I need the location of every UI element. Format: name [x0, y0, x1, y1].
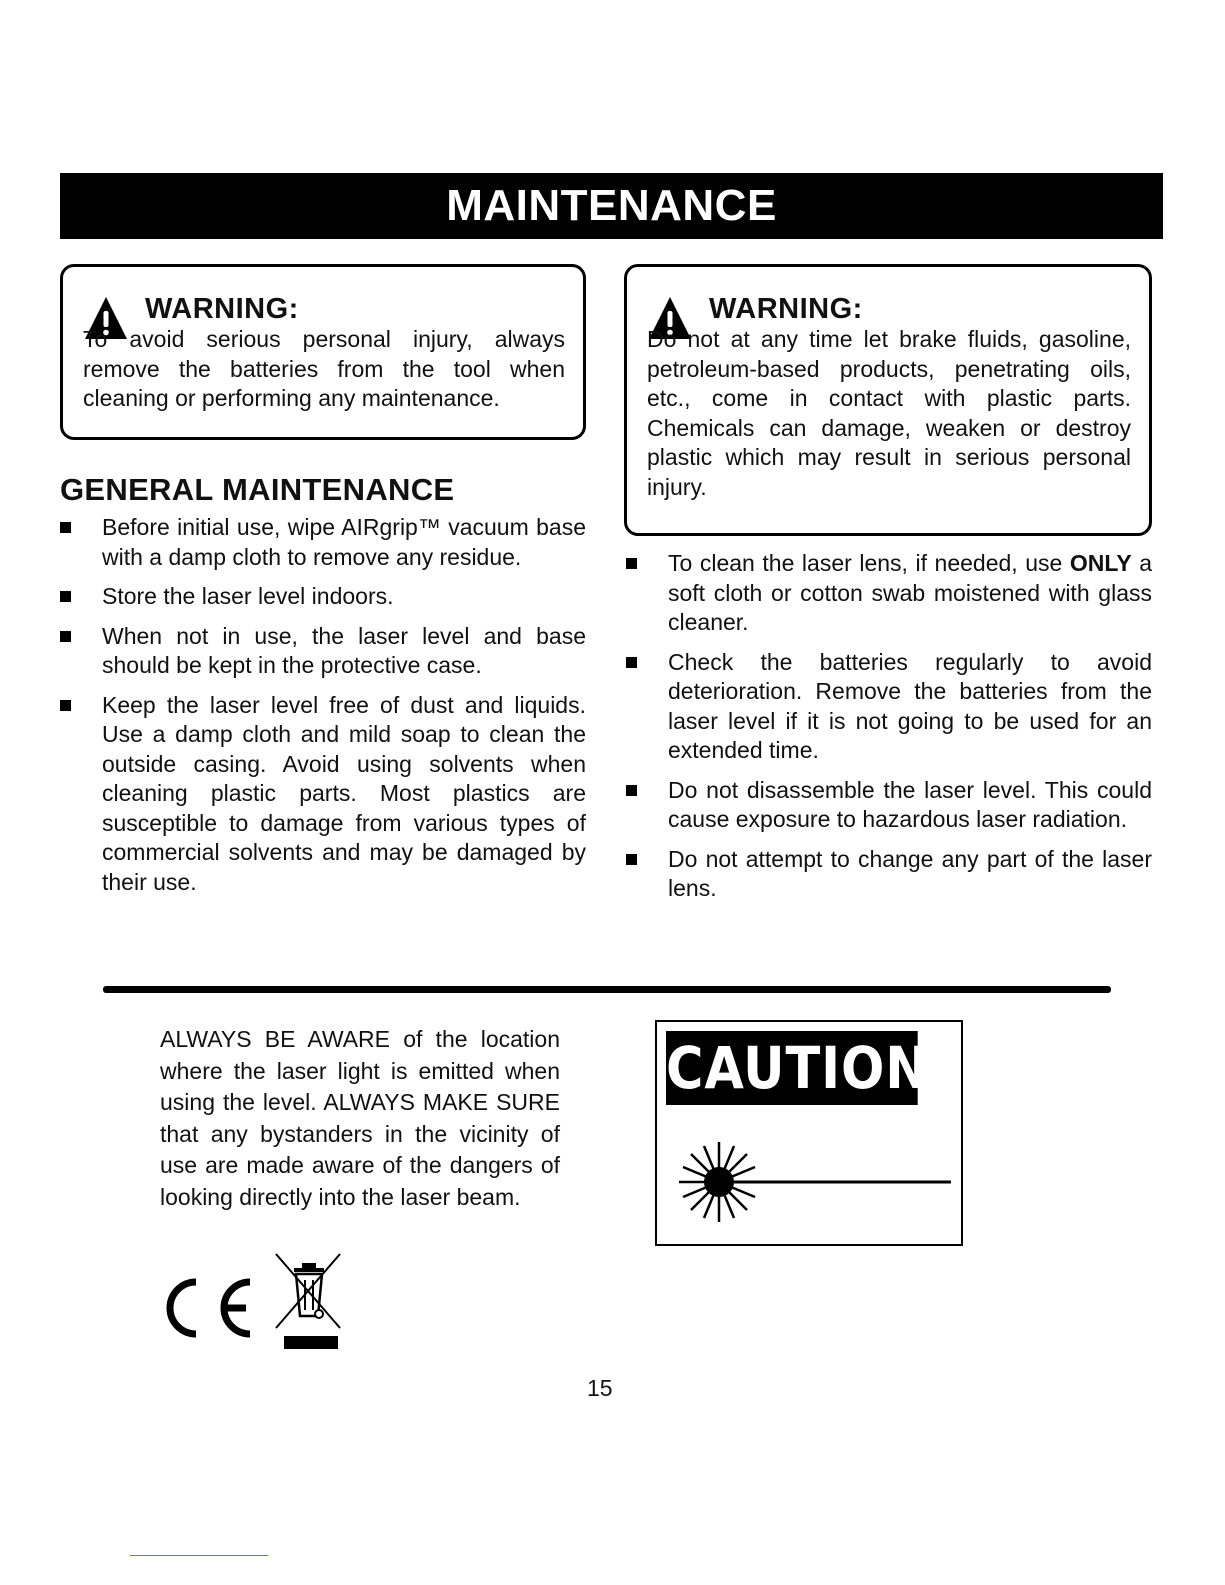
- weee-symbol: [274, 1252, 346, 1352]
- section-divider: [103, 986, 1111, 993]
- footer-line: [130, 1555, 268, 1556]
- bullet-square-icon: [626, 854, 637, 865]
- warning-text: To avoid serious personal injury, always remove the batteries from the tool when cleaning or performing any maintenance.: [83, 326, 565, 411]
- ce-mark: [158, 1272, 258, 1342]
- list-item: Do not attempt to change any part of the laser lens.: [626, 845, 1152, 904]
- list-item: Store the laser level indoors.: [60, 582, 586, 612]
- bullet-square-icon: [60, 631, 71, 642]
- general-maintenance-list: [60, 513, 586, 907]
- bullet-square-icon: [60, 700, 71, 711]
- laser-awareness-text: ALWAYS BE AWARE of the location where the laser light is emitted when using the level. ALWAYS MAKE SURE that any bystanders in the vicinity of use are made aware of the dangers of looking directly into the laser beam.: [160, 1026, 560, 1210]
- ce-mark-icon: [158, 1272, 258, 1342]
- caution-label-box: [655, 1020, 963, 1246]
- list-item: To clean the laser lens, if needed, use ONLY a soft cloth or cotton swab moistened with glass cleaner.: [626, 549, 1152, 638]
- warning-title: WARNING:: [709, 292, 863, 325]
- bullet-square-icon: [60, 522, 71, 533]
- list-item: Do not disassemble the laser level. This could cause exposure to hazardous laser radiation.: [626, 776, 1152, 835]
- warning-box-batteries: [60, 264, 586, 440]
- page-number: 15: [587, 1375, 613, 1401]
- list-item: Check the batteries regularly to avoid deterioration. Remove the batteries from the laser level if it is not going to be used for an extended time.: [626, 648, 1152, 766]
- bullet-square-icon: [60, 591, 71, 602]
- section-title-banner: MAINTENANCE: [60, 173, 1163, 239]
- bullet-square-icon: [626, 657, 637, 668]
- warning-title: WARNING:: [145, 292, 299, 325]
- caution-label-text: CAUTION: [666, 1031, 918, 1105]
- list-item: Keep the laser level free of dust and liquids. Use a damp cloth and mild soap to clean the outside casing. Avoid using solvents when cleaning plastic parts. Most plastics are susceptible to damage from various types of commercial solvents and may be damaged by their use.: [60, 691, 586, 898]
- crossed-bin-icon: [274, 1252, 346, 1352]
- emphasis-only: ONLY: [1069, 550, 1132, 576]
- list-item: When not in use, the laser level and base should be kept in the protective case.: [60, 622, 586, 681]
- general-maintenance-heading: GENERAL MAINTENANCE: [60, 472, 455, 507]
- laser-starburst-icon: [659, 1122, 959, 1242]
- list-item: Before initial use, wipe AIRgrip™ vacuum base with a damp cloth to remove any residue.: [60, 513, 586, 572]
- warning-text: Do not at any time let brake fluids, gasoline, petroleum-based products, penetrating oils, etc., come in contact with plastic parts. Chemicals can damage, weaken or destroy plastic which may result in serious personal injury.: [647, 326, 1131, 500]
- bullet-square-icon: [626, 785, 637, 796]
- bullet-square-icon: [626, 558, 637, 569]
- maintenance-list-right: [626, 549, 1152, 914]
- warning-box-chemicals: [624, 264, 1152, 536]
